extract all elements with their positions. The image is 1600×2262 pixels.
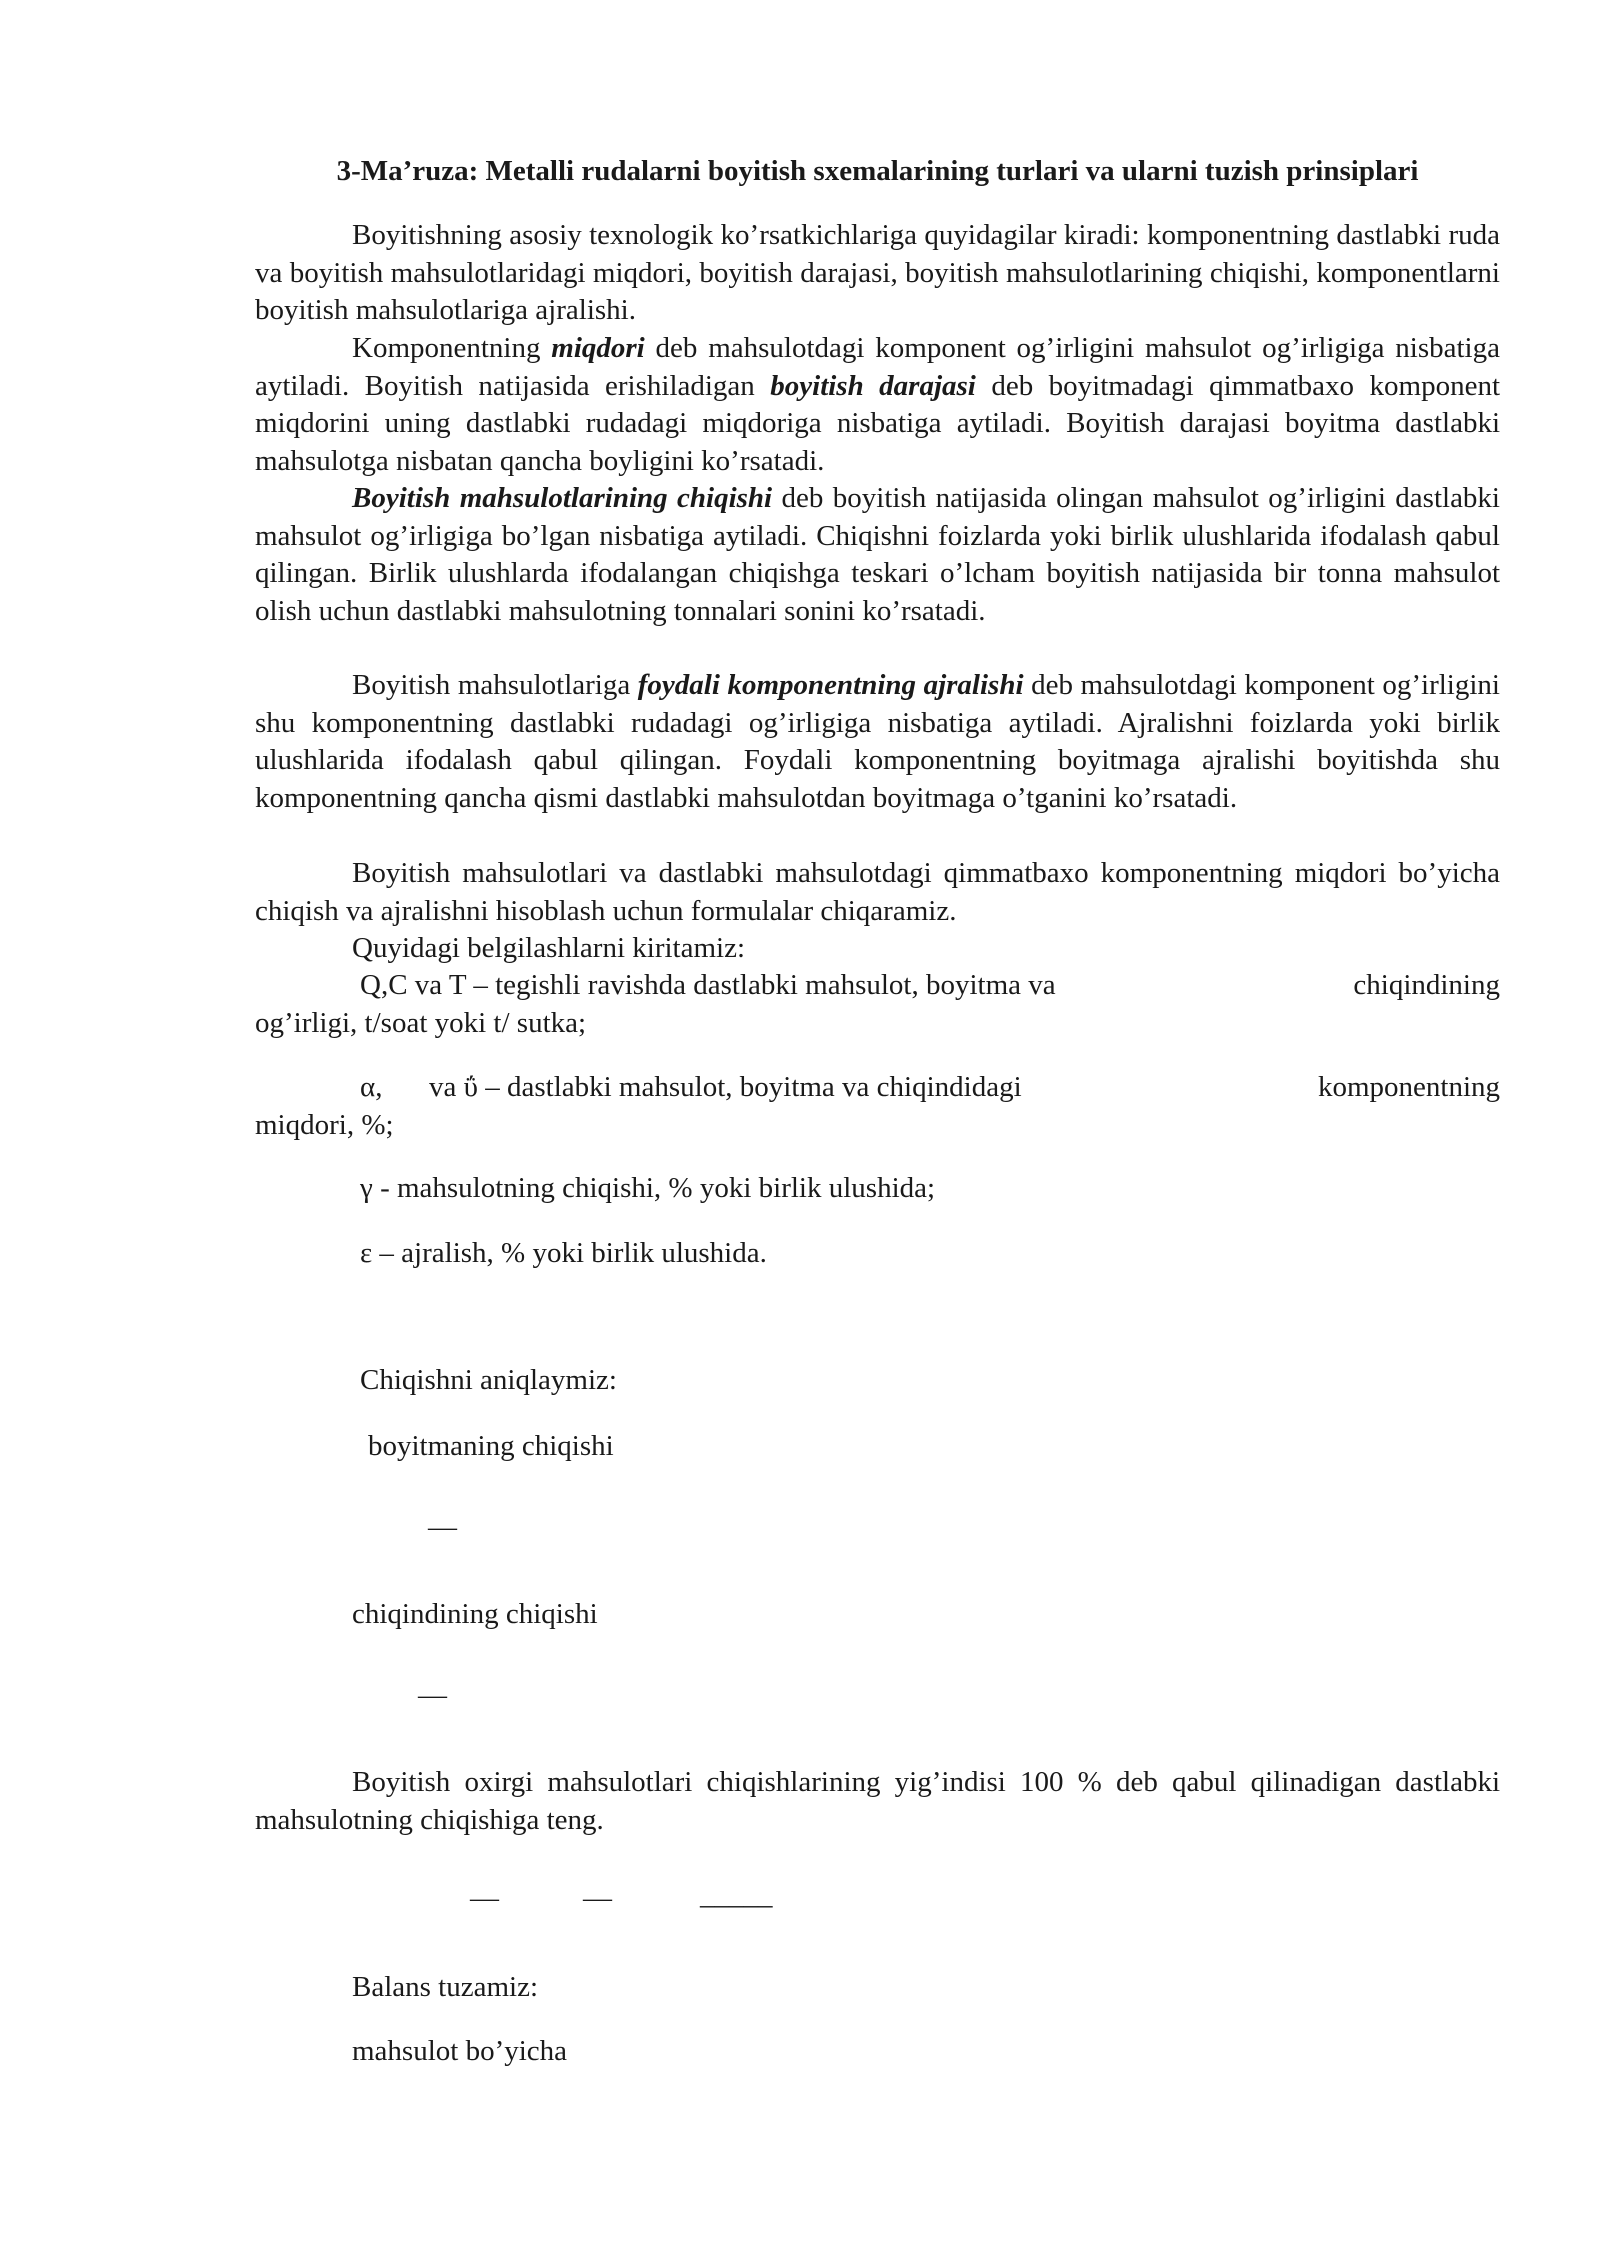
notation-intro: Quyidagi belgilashlarni kiritamiz: [352, 932, 746, 964]
def1-right: chiqindining [1353, 969, 1500, 1001]
formula-fraction-bar: — [428, 1511, 457, 1543]
heading-balance: Balans tuzamiz: [352, 1971, 539, 2003]
text-segment: deb boyitmadagi qimmatbaxo komponent miqdorini uning dastlabki rudadagi miqdoriga nisbatiga aytiladi. Boyitish darajasi boyitma dastlabki mahsulotga nisbatan qancha boyligini ko’rsatadi. [255, 369, 1500, 477]
alpha-symbol: α, [360, 1071, 383, 1103]
paragraph-indicators [255, 217, 1500, 330]
formula-fraction-bar: — [470, 1882, 499, 1914]
def-epsilon: ε – ajralish, % yoki birlik ulushida. [360, 1237, 767, 1269]
def2-right: komponentning [1317, 1071, 1500, 1103]
paragraph-formulas-intro [255, 855, 1500, 930]
term-miqdori: miqdori [551, 332, 645, 364]
paragraph-indicators-text: Boyitishning asosiy texnologik ko’rsatkichlariga quyidagilar kiradi: komponentning dastlabki ruda va boyitish mahsulotlaridagi miqdori, boyitish darajasi, boyitish mahsulotlarining chiqishi, komponentlarni boyitish mahsulotlariga ajralishi. [255, 219, 1500, 326]
paragraph-yield-definition [255, 480, 1500, 630]
term-ajralishi: foydali komponentning ajralishi [637, 669, 1024, 701]
def-gamma: γ - mahsulotning chiqishi, % yoki birlik ulushida; [360, 1172, 936, 1204]
term-chiqishi: Boyitish mahsulotlarining chiqishi [352, 482, 773, 514]
paragraph-yield-sum [255, 1764, 1500, 1839]
text-segment: Boyitish oxirgi mahsulotlari chiqishlarining yig’indisi 100 % deb qabul qilinadigan dastlabki mahsulotning chiqishiga teng. [255, 1766, 1500, 1836]
text-segment: deb mahsulotdagi komponent og’irligini shu komponentning dastlabki rudadagi og’irligiga nisbatiga aytiladi. Ajralishni foizlarda yoki birlik ulushlarida ifodalash qabul qilingan. Foydali komponentning boyitmaga ajralishi boyitishda shu komponentning qancha qismi dastlabki mahsulotdan boyitmaga o’tganini ko’rsatadi. [255, 669, 1500, 814]
formula-fraction-bar: _____ [700, 1879, 773, 1911]
lecture-title: 3-Ma’ruza: Metalli rudalarni boyitish sxemalarining turlari va ularni tuzish prinsiplari [336, 155, 1419, 187]
formula-fraction-bar: — [418, 1679, 447, 1711]
text-segment: Boyitish mahsulotlari va dastlabki mahsulotdagi qimmatbaxo komponentning miqdori bo’yicha chiqish va ajralishni hisoblash uchun formulalar chiqaramiz. [255, 857, 1500, 927]
def2-continuation: miqdori, %; [255, 1109, 394, 1141]
term-boyitish-darajasi: boyitish darajasi [770, 369, 976, 402]
balance-by-product: mahsulot bo’yicha [352, 2035, 568, 2067]
def2-text: va ΰ – dastlabki mahsulot, boyitma va chiqindidagi [429, 1071, 1022, 1103]
paragraph-content-definition [255, 330, 1500, 480]
tailings-yield-label: chiqindining chiqishi [352, 1598, 598, 1630]
text-segment: Boyitish mahsulotlariga [352, 669, 638, 701]
text-segment: deb mahsulotdagi komponent og’irligini mahsulot og’irligiga nisbatiga aytiladi. Boyitish natijasida erishiladigan [255, 332, 1500, 402]
text-segment: Komponentning [352, 332, 552, 364]
heading-yield: Chiqishni aniqlaymiz: [360, 1364, 617, 1396]
def1-continuation: og’irligi, t/soat yoki t/ sutka; [255, 1007, 587, 1039]
formula-fraction-bar: — [583, 1882, 612, 1914]
paragraph-recovery-definition [255, 667, 1500, 817]
concentrate-yield-label: boyitmaning chiqishi [368, 1430, 614, 1462]
text-segment: deb boyitish natijasida olingan mahsulot og’irligini dastlabki mahsulot og’irligiga bo’lgan nisbatiga aytiladi. Chiqishni foizlarda yoki birlik ulushlarida ifodalash qabul qilingan. Birlik ulushlarda ifodalangan chiqishga teskari o’lcham boyitish natijasida bir tonna mahsulot olish uchun dastlabki mahsulotning tonnalari sonini ko’rsatadi. [255, 482, 1500, 627]
def1-text: Q,C va T – tegishli ravishda dastlabki mahsulot, boyitma va [360, 969, 1056, 1001]
